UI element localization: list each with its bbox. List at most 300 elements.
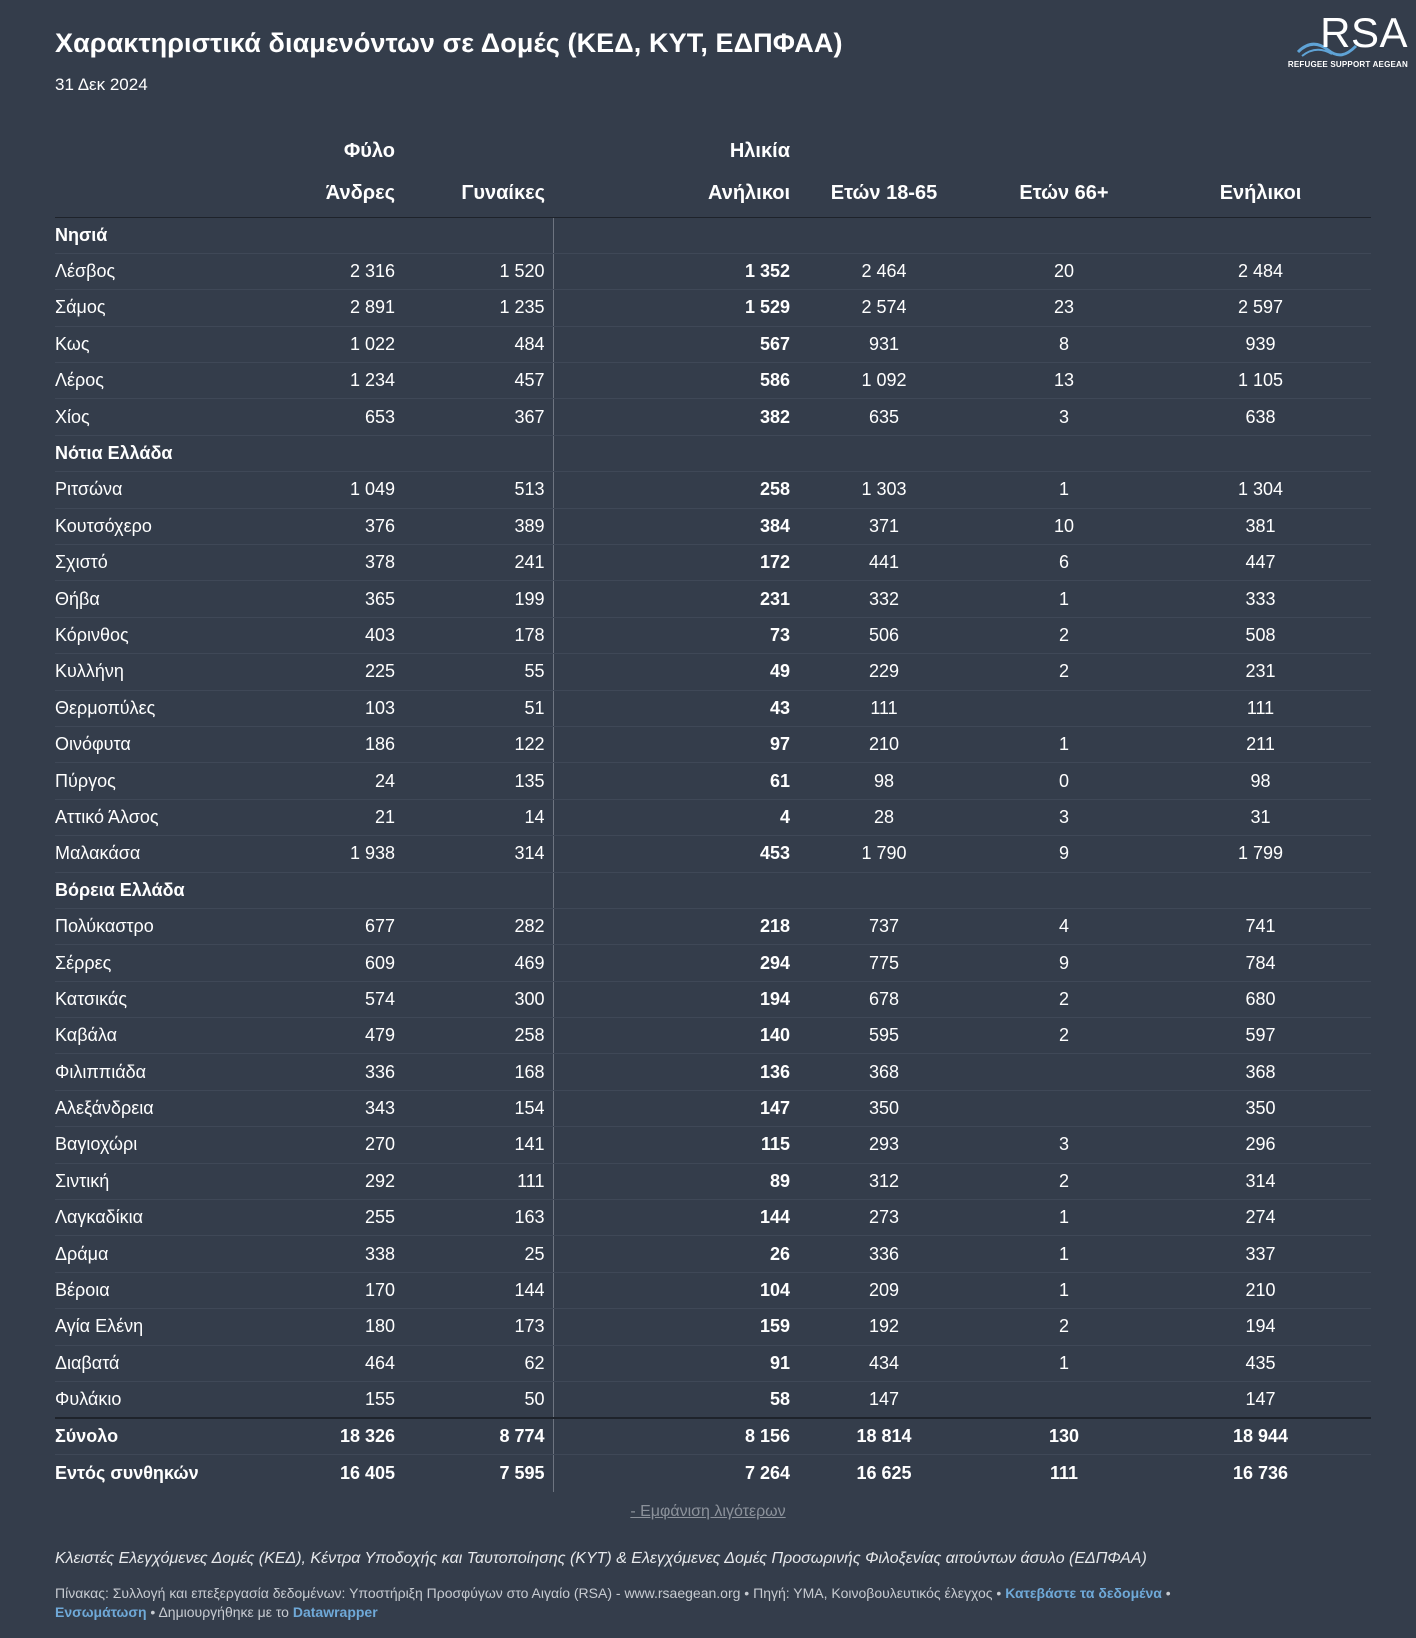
empty-cell xyxy=(798,872,978,908)
row-label: Σέρρες xyxy=(55,945,253,981)
footer xyxy=(55,1584,1295,1622)
data-cell: 141 xyxy=(403,1127,553,1163)
data-cell: 210 xyxy=(1158,1272,1371,1308)
row-label: Πολύκαστρο xyxy=(55,908,253,944)
source-text: Πίνακας: Συλλογή και επεξεργασία δεδομένων: Υποστήριξη Προσφύγων στο Αιγαίο (RSA) - www.rsaegean.org xyxy=(55,1585,741,1601)
source-text-2: Πηγή: ΥΜΑ, Κοινοβουλευτικός έλεγχος xyxy=(753,1585,993,1601)
data-cell: 255 xyxy=(253,1200,403,1236)
data-cell: 173 xyxy=(403,1309,553,1345)
empty-cell xyxy=(978,435,1158,471)
data-cell: 23 xyxy=(978,290,1158,326)
data-cell: 258 xyxy=(553,472,798,508)
logo-tagline: REFUGEE SUPPORT AEGEAN xyxy=(1287,60,1408,69)
data-cell: 147 xyxy=(553,1090,798,1126)
column-header: Γυναίκες xyxy=(403,171,553,217)
separator: • xyxy=(146,1604,159,1620)
data-cell: 484 xyxy=(403,326,553,362)
table-row xyxy=(55,1163,1371,1199)
row-label: Σιντική xyxy=(55,1163,253,1199)
data-cell: 1 xyxy=(978,1200,1158,1236)
data-cell: 21 xyxy=(253,799,403,835)
row-label: Αγία Ελένη xyxy=(55,1309,253,1345)
table-row xyxy=(55,1018,1371,1054)
data-cell: 343 xyxy=(253,1090,403,1126)
data-cell: 211 xyxy=(1158,726,1371,762)
row-label: Κόρινθος xyxy=(55,617,253,653)
total-cell: 16 405 xyxy=(339,1463,395,1484)
data-cell: 350 xyxy=(798,1090,978,1126)
data-cell: 25 xyxy=(403,1236,553,1272)
data-cell: 31 xyxy=(1158,799,1371,835)
table-body xyxy=(55,217,1371,1492)
data-cell: 365 xyxy=(253,581,403,617)
empty-cell xyxy=(798,217,978,253)
data-cell: 51 xyxy=(403,690,553,726)
data-cell: 194 xyxy=(553,981,798,1017)
data-cell: 680 xyxy=(1158,981,1371,1017)
table-row xyxy=(55,981,1371,1017)
data-cell: 115 xyxy=(553,1127,798,1163)
data-cell: 638 xyxy=(1158,399,1371,435)
total-cell: 130 xyxy=(978,1418,1158,1455)
datawrapper-link[interactable]: Datawrapper xyxy=(292,1604,378,1620)
data-cell: 218 xyxy=(553,908,798,944)
empty-cell xyxy=(403,217,553,253)
data-cell: 2 484 xyxy=(1158,253,1371,289)
data-cell: 103 xyxy=(253,690,403,726)
table-row xyxy=(55,908,1371,944)
data-cell: 1 xyxy=(978,581,1158,617)
column-header: Άνδρες xyxy=(253,171,403,217)
data-cell xyxy=(978,1382,1158,1418)
empty-cell xyxy=(553,872,798,908)
empty-cell xyxy=(553,217,798,253)
column-header: Ενήλικοι xyxy=(1158,171,1371,217)
section-label: Βόρεια Ελλάδα xyxy=(55,872,253,908)
logo-text: RSA xyxy=(1320,9,1408,56)
row-label: Λέσβος xyxy=(55,253,253,289)
data-cell: 368 xyxy=(1158,1054,1371,1090)
empty-cell xyxy=(978,217,1158,253)
data-cell: 376 xyxy=(253,508,403,544)
chart-subtitle: 31 Δεκ 2024 xyxy=(55,75,148,94)
total-cell: 16 736 xyxy=(1232,1463,1289,1484)
data-cell: 1 xyxy=(978,1272,1158,1308)
data-cell: 104 xyxy=(553,1272,798,1308)
data-cell: 26 xyxy=(553,1236,798,1272)
total-cell: 16 625 xyxy=(856,1463,912,1484)
column-header: Ανήλικοι xyxy=(553,171,798,217)
separator: • xyxy=(1161,1585,1171,1601)
data-cell: 574 xyxy=(253,981,403,1017)
data-cell: 2 xyxy=(978,1018,1158,1054)
data-cell: 61 xyxy=(553,763,798,799)
data-cell: 737 xyxy=(798,908,978,944)
data-cell: 20 xyxy=(978,253,1158,289)
data-cell: 98 xyxy=(1158,763,1371,799)
data-cell: 172 xyxy=(553,545,798,581)
data-cell: 1 938 xyxy=(253,836,403,872)
data-cell: 1 303 xyxy=(798,472,978,508)
data-cell: 199 xyxy=(403,581,553,617)
data-cell: 294 xyxy=(553,945,798,981)
row-label: Σχιστό xyxy=(55,545,253,581)
data-cell: 225 xyxy=(253,654,403,690)
table-row xyxy=(55,654,1371,690)
column-header: Ετών 66+ xyxy=(978,171,1158,217)
data-table xyxy=(55,131,1371,1492)
empty-cell xyxy=(1158,872,1371,908)
table-row xyxy=(55,1345,1371,1381)
table-row xyxy=(55,1272,1371,1308)
data-cell: 296 xyxy=(1158,1127,1371,1163)
data-cell: 1 xyxy=(978,726,1158,762)
data-cell: 513 xyxy=(403,472,553,508)
total-label: Εντός συνθηκών xyxy=(55,1463,199,1484)
data-cell: 741 xyxy=(1158,908,1371,944)
data-cell: 775 xyxy=(798,945,978,981)
data-cell: 336 xyxy=(253,1054,403,1090)
table-row xyxy=(55,617,1371,653)
data-cell xyxy=(978,690,1158,726)
row-label: Θερμοπύλες xyxy=(55,690,253,726)
table-row xyxy=(55,1309,1371,1345)
empty-cell xyxy=(403,435,553,471)
created-with-text: Δημιουργήθηκε με το xyxy=(158,1604,289,1620)
data-cell: 1 022 xyxy=(253,326,403,362)
empty-cell xyxy=(1158,435,1371,471)
data-cell: 62 xyxy=(403,1345,553,1381)
rsa-logo xyxy=(1287,9,1408,72)
table-row xyxy=(55,472,1371,508)
empty-cell xyxy=(978,872,1158,908)
table-row xyxy=(55,690,1371,726)
data-cell: 159 xyxy=(553,1309,798,1345)
data-cell: 2 464 xyxy=(798,253,978,289)
total-row xyxy=(55,1418,1371,1455)
data-cell: 337 xyxy=(1158,1236,1371,1272)
embed-link[interactable]: Ενσωμάτωση xyxy=(55,1604,147,1620)
empty-cell xyxy=(253,872,403,908)
data-cell: 2 xyxy=(978,981,1158,1017)
data-cell: 180 xyxy=(253,1309,403,1345)
empty-cell xyxy=(253,217,403,253)
data-cell: 1 235 xyxy=(403,290,553,326)
data-cell: 10 xyxy=(978,508,1158,544)
data-cell: 457 xyxy=(403,363,553,399)
row-label: Λέρος xyxy=(55,363,253,399)
data-cell: 567 xyxy=(553,326,798,362)
data-cell: 73 xyxy=(553,617,798,653)
data-cell: 332 xyxy=(798,581,978,617)
data-cell: 144 xyxy=(553,1200,798,1236)
table-row xyxy=(55,836,1371,872)
data-cell: 111 xyxy=(798,690,978,726)
table-row xyxy=(55,763,1371,799)
separator: • xyxy=(740,1585,754,1601)
row-label: Κουτσόχερο xyxy=(55,508,253,544)
data-cell xyxy=(978,1090,1158,1126)
data-cell: 170 xyxy=(253,1272,403,1308)
data-cell: 9 xyxy=(978,945,1158,981)
column-group-header: Φύλο xyxy=(343,139,395,162)
data-cell: 4 xyxy=(978,908,1158,944)
data-cell: 338 xyxy=(253,1236,403,1272)
total-cell: 8 774 xyxy=(403,1418,553,1455)
data-cell: 98 xyxy=(798,763,978,799)
data-cell: 368 xyxy=(798,1054,978,1090)
row-label: Λαγκαδίκια xyxy=(55,1200,253,1236)
data-cell: 678 xyxy=(798,981,978,1017)
data-cell: 1 529 xyxy=(553,290,798,326)
data-cell: 1 092 xyxy=(798,363,978,399)
data-cell: 441 xyxy=(798,545,978,581)
data-cell: 2 xyxy=(978,1309,1158,1345)
data-cell: 784 xyxy=(1158,945,1371,981)
data-cell: 186 xyxy=(253,726,403,762)
data-cell: 508 xyxy=(1158,617,1371,653)
data-cell: 435 xyxy=(1158,1345,1371,1381)
data-cell: 14 xyxy=(403,799,553,835)
data-cell: 653 xyxy=(253,399,403,435)
data-cell: 270 xyxy=(253,1127,403,1163)
data-cell: 168 xyxy=(403,1054,553,1090)
row-label: Βαγιοχώρι xyxy=(55,1127,253,1163)
chart-title: Χαρακτηριστικά διαμενόντων σε Δομές (ΚΕΔ, ΚΥΤ, ΕΔΠΦΑΑ) xyxy=(55,28,843,58)
table-row xyxy=(55,581,1371,617)
data-cell: 89 xyxy=(553,1163,798,1199)
data-cell: 2 316 xyxy=(253,253,403,289)
data-cell: 350 xyxy=(1158,1090,1371,1126)
row-label: Ριτσώνα xyxy=(55,472,253,508)
data-cell: 447 xyxy=(1158,545,1371,581)
data-cell: 1 049 xyxy=(253,472,403,508)
row-label: Φυλάκιο xyxy=(55,1382,253,1418)
data-cell: 55 xyxy=(403,654,553,690)
data-cell: 144 xyxy=(403,1272,553,1308)
data-cell: 1 304 xyxy=(1158,472,1371,508)
data-cell: 293 xyxy=(798,1127,978,1163)
data-cell: 135 xyxy=(403,763,553,799)
column-group-header: Ηλικία xyxy=(729,139,790,162)
data-cell: 677 xyxy=(253,908,403,944)
data-cell: 635 xyxy=(798,399,978,435)
data-cell: 1 xyxy=(978,1345,1158,1381)
total-label: Σύνολο xyxy=(55,1418,253,1455)
column-header: Ετών 18-65 xyxy=(798,171,978,217)
data-cell: 229 xyxy=(798,654,978,690)
row-label: Σάμος xyxy=(55,290,253,326)
table-row xyxy=(55,545,1371,581)
data-cell: 595 xyxy=(798,1018,978,1054)
data-cell: 1 799 xyxy=(1158,836,1371,872)
data-cell: 367 xyxy=(403,399,553,435)
data-cell: 3 xyxy=(978,799,1158,835)
data-cell: 273 xyxy=(798,1200,978,1236)
download-data-link[interactable]: Κατεβάστε τα δεδομένα xyxy=(1005,1585,1162,1601)
data-cell xyxy=(978,1054,1158,1090)
row-label: Μαλακάσα xyxy=(55,836,253,872)
table-row xyxy=(55,1236,1371,1272)
data-cell: 155 xyxy=(253,1382,403,1418)
total-cell: 7 595 xyxy=(499,1463,545,1484)
table-row xyxy=(55,945,1371,981)
row-label: Καβάλα xyxy=(55,1018,253,1054)
total-cell: 7 264 xyxy=(553,1455,798,1492)
data-cell: 9 xyxy=(978,836,1158,872)
data-cell: 258 xyxy=(403,1018,553,1054)
table-row xyxy=(55,1090,1371,1126)
data-cell: 300 xyxy=(403,981,553,1017)
data-cell: 3 xyxy=(978,399,1158,435)
data-cell: 1 352 xyxy=(553,253,798,289)
data-cell: 1 xyxy=(978,472,1158,508)
row-label: Αττικό Άλσος xyxy=(55,799,253,835)
data-cell: 2 891 xyxy=(253,290,403,326)
row-label: Οινόφυτα xyxy=(55,726,253,762)
data-cell: 931 xyxy=(798,326,978,362)
total-cell: 18 814 xyxy=(798,1418,978,1455)
table-row xyxy=(55,290,1371,326)
data-cell: 91 xyxy=(553,1345,798,1381)
empty-cell xyxy=(253,435,403,471)
section-header-row xyxy=(55,435,1371,471)
table-row xyxy=(55,363,1371,399)
data-cell: 24 xyxy=(253,763,403,799)
data-cell: 506 xyxy=(798,617,978,653)
empty-cell xyxy=(553,435,798,471)
data-cell: 469 xyxy=(403,945,553,981)
data-cell: 3 xyxy=(978,1127,1158,1163)
data-cell: 6 xyxy=(978,545,1158,581)
table-row xyxy=(55,726,1371,762)
data-cell: 122 xyxy=(403,726,553,762)
row-label: Θήβα xyxy=(55,581,253,617)
data-cell: 381 xyxy=(1158,508,1371,544)
empty-cell xyxy=(798,435,978,471)
data-cell: 1 234 xyxy=(253,363,403,399)
empty-cell xyxy=(1158,217,1371,253)
data-cell: 0 xyxy=(978,763,1158,799)
table-row xyxy=(55,399,1371,435)
data-cell: 231 xyxy=(1158,654,1371,690)
data-cell: 8 xyxy=(978,326,1158,362)
empty-cell xyxy=(403,872,553,908)
data-cell: 163 xyxy=(403,1200,553,1236)
data-cell: 2 597 xyxy=(1158,290,1371,326)
data-cell: 274 xyxy=(1158,1200,1371,1236)
table-row xyxy=(55,508,1371,544)
row-label: Κως xyxy=(55,326,253,362)
show-less-link[interactable]: - Εμφάνιση λιγότερων xyxy=(630,1503,786,1520)
data-cell: 2 xyxy=(978,617,1158,653)
data-cell: 378 xyxy=(253,545,403,581)
data-cell: 209 xyxy=(798,1272,978,1308)
separator: • xyxy=(992,1585,1006,1601)
data-cell: 13 xyxy=(978,363,1158,399)
data-cell: 43 xyxy=(553,690,798,726)
data-cell: 434 xyxy=(798,1345,978,1381)
data-cell: 314 xyxy=(1158,1163,1371,1199)
row-label: Αλεξάνδρεια xyxy=(55,1090,253,1126)
data-cell: 97 xyxy=(553,726,798,762)
data-cell: 241 xyxy=(403,545,553,581)
data-cell: 210 xyxy=(798,726,978,762)
data-cell: 50 xyxy=(403,1382,553,1418)
data-cell: 147 xyxy=(798,1382,978,1418)
data-cell: 403 xyxy=(253,617,403,653)
row-label: Φιλιππιάδα xyxy=(55,1054,253,1090)
data-cell: 312 xyxy=(798,1163,978,1199)
data-cell: 479 xyxy=(253,1018,403,1054)
section-header-row xyxy=(55,872,1371,908)
data-cell: 136 xyxy=(553,1054,798,1090)
data-cell: 2 574 xyxy=(798,290,978,326)
data-cell: 194 xyxy=(1158,1309,1371,1345)
data-cell: 939 xyxy=(1158,326,1371,362)
data-cell: 609 xyxy=(253,945,403,981)
data-cell: 111 xyxy=(1158,690,1371,726)
row-label: Κατσικάς xyxy=(55,981,253,1017)
data-cell: 282 xyxy=(403,908,553,944)
data-cell: 1 xyxy=(978,1236,1158,1272)
data-cell: 1 520 xyxy=(403,253,553,289)
data-cell: 382 xyxy=(553,399,798,435)
data-cell: 464 xyxy=(253,1345,403,1381)
section-label: Νότια Ελλάδα xyxy=(55,435,253,471)
table-row xyxy=(55,1127,1371,1163)
data-cell: 178 xyxy=(403,617,553,653)
data-cell: 231 xyxy=(553,581,798,617)
data-cell: 28 xyxy=(798,799,978,835)
total-cell: 8 156 xyxy=(553,1418,798,1455)
section-header-row xyxy=(55,217,1371,253)
table-row xyxy=(55,799,1371,835)
table-row xyxy=(55,253,1371,289)
row-label: Χίος xyxy=(55,399,253,435)
data-cell: 314 xyxy=(403,836,553,872)
data-cell: 336 xyxy=(798,1236,978,1272)
table-row xyxy=(55,1200,1371,1236)
data-cell: 111 xyxy=(403,1163,553,1199)
row-label: Πύργος xyxy=(55,763,253,799)
total-cell: 18 944 xyxy=(1158,1418,1371,1455)
notes-text: Κλειστές Ελεγχόμενες Δομές (ΚΕΔ), Κέντρα Υποδοχής και Ταυτοποίησης (ΚΥΤ) & Ελεγχόμενες Δομές Προσωρινής Φιλοξενίας αιτούντων άσυλο (ΕΔΠΦΑΑ) xyxy=(55,1550,1147,1567)
data-cell: 333 xyxy=(1158,581,1371,617)
data-cell: 384 xyxy=(553,508,798,544)
total-row xyxy=(55,1455,1371,1492)
total-cell: 111 xyxy=(1049,1463,1079,1484)
data-cell: 1 105 xyxy=(1158,363,1371,399)
data-cell: 586 xyxy=(553,363,798,399)
table-row xyxy=(55,326,1371,362)
data-cell: 2 xyxy=(978,1163,1158,1199)
row-label: Κυλλήνη xyxy=(55,654,253,690)
data-cell: 140 xyxy=(553,1018,798,1054)
data-cell: 192 xyxy=(798,1309,978,1345)
table-row xyxy=(55,1382,1371,1418)
data-cell: 58 xyxy=(553,1382,798,1418)
data-cell: 371 xyxy=(798,508,978,544)
data-cell: 49 xyxy=(553,654,798,690)
row-label: Βέροια xyxy=(55,1272,253,1308)
data-cell: 4 xyxy=(553,799,798,835)
data-cell: 292 xyxy=(253,1163,403,1199)
section-label: Νησιά xyxy=(55,217,253,253)
data-cell: 147 xyxy=(1158,1382,1371,1418)
data-cell: 2 xyxy=(978,654,1158,690)
row-label: Δράμα xyxy=(55,1236,253,1272)
